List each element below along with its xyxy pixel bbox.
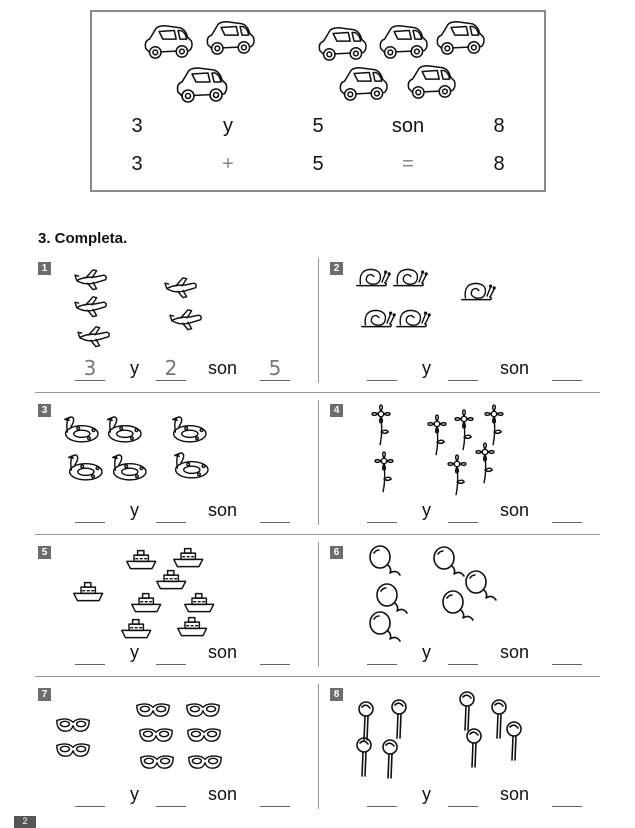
boat-icon [157, 571, 186, 589]
handwritten-answer: 2 [164, 356, 178, 380]
snail-icon [357, 269, 390, 285]
plus-sign: + [222, 153, 234, 175]
section-title: 3. Completa. [38, 230, 128, 247]
mask-icon [187, 704, 219, 716]
handwritten-answer: 3 [83, 356, 97, 380]
answer-blank[interactable] [260, 502, 290, 523]
cars-illustration [92, 12, 544, 112]
car-icon [178, 68, 227, 102]
snail-icon [462, 283, 495, 299]
example-eq-n2: 5 [312, 153, 324, 175]
answer-blank[interactable] [448, 360, 478, 381]
car-icon [319, 28, 366, 60]
word-y: y [422, 500, 431, 520]
word-y: y [422, 358, 431, 378]
answer-blank[interactable] [448, 502, 478, 523]
lollipop-icon [359, 702, 373, 740]
lollipop-icon [383, 740, 397, 778]
car-icon [408, 66, 455, 98]
duck-float-icon [69, 455, 102, 480]
divider [35, 534, 600, 535]
answer-blank[interactable] [156, 786, 186, 807]
answer-blank[interactable] [260, 786, 290, 807]
word-son: son [500, 500, 530, 520]
answer-blank[interactable] [552, 644, 582, 665]
car-icon [380, 26, 427, 58]
balloon-icon [377, 584, 407, 613]
balloon-icon [466, 571, 496, 600]
answer-blank[interactable] [552, 502, 582, 523]
duck-float-icon [113, 455, 146, 480]
lollipop-icon [492, 700, 506, 738]
boat-icon [178, 618, 207, 636]
lollipop-icon [357, 738, 371, 776]
boat-icon [174, 549, 203, 567]
page-number: 2 [14, 816, 36, 828]
word-y: y [130, 500, 139, 520]
balloon-icon [370, 546, 400, 575]
divider [318, 542, 319, 667]
word-son: son [208, 358, 238, 378]
snail-icon [397, 310, 430, 326]
car-icon [340, 68, 387, 100]
word-son: son [500, 642, 530, 662]
word-son: son [208, 500, 238, 520]
equals-sign: = [402, 153, 414, 175]
mask-icon [141, 756, 173, 768]
divider [35, 676, 600, 677]
exercise-number-badge: 4 [330, 404, 343, 417]
answer-blank[interactable] [367, 502, 397, 523]
example-total: 8 [493, 115, 505, 137]
word-son: son [208, 784, 238, 804]
answer-blank[interactable] [367, 644, 397, 665]
mask-icon [189, 756, 221, 768]
answer-blank[interactable] [448, 644, 478, 665]
word-son: son [500, 358, 530, 378]
boat-icon [74, 583, 103, 601]
duck-float-icon [65, 417, 98, 442]
lollipop-icon [460, 692, 474, 730]
answer-blank[interactable] [260, 644, 290, 665]
example-eq-n1: 3 [131, 153, 143, 175]
answer-blank[interactable] [367, 786, 397, 807]
airplane-icon [75, 297, 106, 317]
answer-blank[interactable] [448, 786, 478, 807]
airplane-icon [75, 270, 106, 290]
word-son: son [500, 784, 530, 804]
exercise-number-badge: 5 [38, 546, 51, 559]
word-y: y [130, 642, 139, 662]
lollipop-icon [392, 700, 406, 738]
snail-icon [394, 269, 427, 285]
word-son: son [208, 642, 238, 662]
answer-blank[interactable] [156, 644, 186, 665]
car-icon [145, 26, 192, 58]
mask-icon [140, 729, 172, 741]
duck-float-icon [175, 453, 208, 478]
flower-icon [485, 405, 503, 445]
duck-float-icon [173, 417, 206, 442]
boat-icon [127, 551, 156, 569]
divider [318, 258, 319, 383]
airplane-icon [170, 310, 201, 330]
boat-icon [132, 594, 161, 612]
airplane-icon [165, 278, 196, 298]
divider [35, 392, 600, 393]
exercise-number-badge: 7 [38, 688, 51, 701]
mask-icon [188, 729, 220, 741]
example-box [90, 10, 546, 192]
example-n2: 5 [312, 115, 324, 137]
flower-icon [455, 410, 473, 450]
snail-icon [362, 310, 395, 326]
lollipop-icon [467, 729, 481, 767]
balloon-icon [370, 612, 400, 641]
exercise-number-badge: 8 [330, 688, 343, 701]
flower-icon [428, 415, 446, 455]
word-y: y [130, 784, 139, 804]
exercise-number-badge: 2 [330, 262, 343, 275]
airplane-icon [78, 327, 109, 347]
word-y: y [422, 642, 431, 662]
exercise-number-badge: 3 [38, 404, 51, 417]
handwritten-answer: 5 [268, 356, 282, 380]
answer-blank[interactable] [75, 502, 105, 523]
word-y: y [130, 358, 139, 378]
answer-blank[interactable] [552, 786, 582, 807]
example-son-word: son [391, 115, 425, 137]
flower-icon [372, 405, 390, 445]
example-y-word: y [223, 115, 233, 137]
example-n1: 3 [131, 115, 143, 137]
word-y: y [422, 784, 431, 804]
boat-icon [185, 594, 214, 612]
exercise-number-badge: 6 [330, 546, 343, 559]
flower-icon [375, 452, 393, 492]
answer-blank[interactable] [156, 502, 186, 523]
flower-icon [476, 443, 494, 483]
duck-float-icon [108, 417, 141, 442]
answer-blank[interactable] [75, 644, 105, 665]
answer-blank[interactable] [75, 786, 105, 807]
boat-icon [122, 620, 151, 638]
car-icon [437, 22, 484, 54]
lollipop-icon [507, 722, 521, 760]
mask-icon [57, 744, 89, 756]
balloon-icon [443, 591, 473, 620]
mask-icon [137, 704, 169, 716]
answer-blank[interactable] [552, 360, 582, 381]
car-icon [207, 22, 254, 54]
example-eq-total: 8 [493, 153, 505, 175]
mask-icon [57, 719, 89, 731]
divider [318, 400, 319, 525]
flower-icon [448, 455, 466, 495]
divider [318, 684, 319, 809]
balloon-icon [434, 547, 464, 576]
exercise-number-badge: 1 [38, 262, 51, 275]
answer-blank[interactable] [367, 360, 397, 381]
